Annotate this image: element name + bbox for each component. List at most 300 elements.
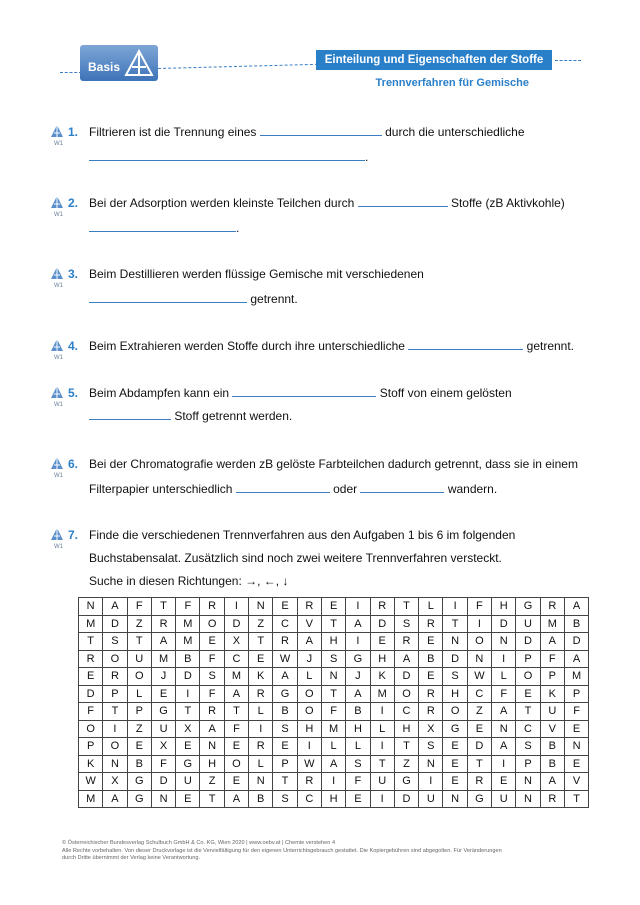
grid-cell[interactable]: U [176, 773, 200, 791]
grid-cell[interactable]: R [273, 633, 297, 651]
grid-cell[interactable]: B [540, 755, 564, 773]
grid-cell[interactable]: D [394, 668, 418, 686]
grid-cell[interactable]: L [321, 738, 345, 756]
grid-cell[interactable]: X [103, 773, 127, 791]
grid-cell[interactable]: F [540, 650, 564, 668]
grid-cell[interactable]: N [516, 790, 540, 808]
grid-cell[interactable]: T [249, 633, 273, 651]
grid-cell[interactable]: P [273, 755, 297, 773]
header-dash-left [60, 72, 82, 73]
grid-cell[interactable]: T [273, 773, 297, 791]
task-marker [50, 456, 66, 470]
grid-cell[interactable]: G [346, 650, 370, 668]
grid-cell[interactable]: E [321, 598, 345, 616]
grid-row [79, 773, 589, 791]
grid-cell[interactable]: O [467, 633, 491, 651]
grid-cell[interactable]: S [273, 790, 297, 808]
task-number: 4. [68, 339, 79, 353]
grid-cell[interactable]: I [346, 598, 370, 616]
grid-cell[interactable]: T [200, 790, 224, 808]
grid-cell[interactable]: R [419, 685, 443, 703]
grid-cell[interactable]: G [127, 773, 151, 791]
task-text: . [236, 221, 240, 235]
task-text: Bei der Chromatografie werden zB gelöste Farbteilchen dadurch getrennt, dass sie in einem [89, 457, 578, 471]
grid-cell[interactable]: S [346, 755, 370, 773]
grid-cell[interactable]: G [151, 703, 175, 721]
grid-cell[interactable]: J [346, 668, 370, 686]
grid-cell[interactable]: S [419, 738, 443, 756]
grid-cell[interactable]: N [516, 773, 540, 791]
grid-cell[interactable]: P [516, 650, 540, 668]
grid-cell[interactable]: N [419, 755, 443, 773]
grid-cell[interactable]: J [151, 668, 175, 686]
grid-cell[interactable]: Z [127, 615, 151, 633]
grid-cell[interactable]: E [176, 790, 200, 808]
grid-cell[interactable]: Z [127, 720, 151, 738]
grid-cell[interactable]: I [297, 738, 321, 756]
grid-cell[interactable]: E [151, 685, 175, 703]
grid-cell[interactable]: R [394, 633, 418, 651]
grid-cell[interactable]: M [224, 668, 248, 686]
grid-cell[interactable]: D [564, 633, 588, 651]
grid-cell[interactable]: N [492, 720, 516, 738]
grid-cell[interactable]: E [79, 668, 103, 686]
grid-cell[interactable]: V [564, 773, 588, 791]
grid-cell[interactable]: N [564, 738, 588, 756]
grid-cell[interactable]: W [467, 668, 491, 686]
answer-blank[interactable] [89, 221, 236, 232]
grid-cell[interactable]: A [151, 633, 175, 651]
grid-cell[interactable]: X [176, 720, 200, 738]
grid-cell[interactable]: S [273, 720, 297, 738]
answer-blank[interactable] [260, 125, 382, 136]
level-pyramid-icon [50, 195, 64, 209]
grid-cell[interactable]: R [249, 685, 273, 703]
grid-cell[interactable]: T [564, 790, 588, 808]
task-text-line [89, 292, 298, 306]
grid-row [79, 720, 589, 738]
grid-cell[interactable]: P [564, 685, 588, 703]
grid-cell[interactable]: E [564, 720, 588, 738]
grid-cell[interactable]: Z [200, 773, 224, 791]
grid-cell[interactable]: N [321, 668, 345, 686]
grid-cell[interactable]: I [103, 720, 127, 738]
grid-cell[interactable]: G [443, 720, 467, 738]
basis-badge [80, 45, 158, 81]
grid-cell[interactable]: R [540, 790, 564, 808]
grid-cell[interactable]: F [151, 755, 175, 773]
grid-cell[interactable]: M [564, 668, 588, 686]
task-number: 1. [68, 125, 79, 139]
grid-cell[interactable]: A [103, 598, 127, 616]
grid-cell[interactable]: K [249, 668, 273, 686]
grid-cell[interactable]: T [321, 615, 345, 633]
task-text: Stoff von einem gelösten [379, 386, 512, 400]
grid-cell[interactable]: T [224, 703, 248, 721]
grid-cell[interactable]: J [297, 650, 321, 668]
grid-cell[interactable]: U [492, 790, 516, 808]
grid-cell[interactable]: U [151, 720, 175, 738]
search-directions: Suche in diesen Richtungen: →, ←, ↓ [89, 574, 289, 588]
grid-cell[interactable]: R [200, 598, 224, 616]
task-text-line [89, 221, 239, 235]
grid-cell[interactable]: O [394, 685, 418, 703]
grid-cell[interactable]: E [419, 633, 443, 651]
grid-cell[interactable]: A [564, 598, 588, 616]
grid-cell[interactable]: E [419, 668, 443, 686]
grid-cell[interactable]: F [200, 685, 224, 703]
grid-cell[interactable]: O [103, 738, 127, 756]
grid-cell[interactable]: R [419, 703, 443, 721]
grid-cell[interactable]: D [176, 668, 200, 686]
grid-cell[interactable]: F [79, 703, 103, 721]
grid-cell[interactable]: I [370, 738, 394, 756]
grid-cell[interactable]: V [540, 720, 564, 738]
grid-cell[interactable]: P [79, 738, 103, 756]
grid-cell[interactable]: E [273, 738, 297, 756]
grid-cell[interactable]: O [127, 668, 151, 686]
grid-cell[interactable]: M [321, 720, 345, 738]
grid-cell[interactable]: V [297, 615, 321, 633]
grid-cell[interactable]: B [176, 650, 200, 668]
grid-cell[interactable]: Z [249, 615, 273, 633]
grid-cell[interactable]: G [467, 790, 491, 808]
task-marker [50, 266, 66, 280]
grid-cell[interactable]: E [443, 755, 467, 773]
grid-cell[interactable]: E [224, 738, 248, 756]
grid-cell[interactable]: E [249, 650, 273, 668]
grid-cell[interactable]: U [516, 615, 540, 633]
grid-cell[interactable]: Z [467, 703, 491, 721]
grid-cell[interactable]: S [321, 650, 345, 668]
grid-cell[interactable]: D [79, 685, 103, 703]
grid-cell[interactable]: C [516, 720, 540, 738]
grid-cell[interactable]: A [224, 790, 248, 808]
grid-cell[interactable]: A [273, 668, 297, 686]
grid-row [79, 685, 589, 703]
grid-cell[interactable]: M [79, 790, 103, 808]
grid-cell[interactable]: U [419, 790, 443, 808]
grid-cell[interactable]: P [127, 703, 151, 721]
grid-cell[interactable]: H [321, 790, 345, 808]
grid-cell[interactable]: M [176, 633, 200, 651]
grid-cell[interactable]: A [540, 633, 564, 651]
grid-cell[interactable]: E [176, 738, 200, 756]
task-text: Beim Extrahieren werden Stoffe durch ihre unterschiedliche [89, 339, 405, 353]
grid-cell[interactable]: F [321, 703, 345, 721]
grid-cell[interactable]: X [419, 720, 443, 738]
grid-cell[interactable]: A [394, 650, 418, 668]
level-pyramid-icon [50, 456, 64, 470]
grid-cell[interactable]: N [467, 650, 491, 668]
grid-cell[interactable]: U [370, 773, 394, 791]
grid-cell[interactable]: P [103, 685, 127, 703]
grid-cell[interactable]: B [127, 755, 151, 773]
grid-cell[interactable]: D [103, 615, 127, 633]
grid-cell[interactable]: L [297, 668, 321, 686]
answer-blank[interactable] [360, 482, 444, 493]
grid-cell[interactable]: R [103, 668, 127, 686]
grid-cell[interactable]: T [151, 598, 175, 616]
grid-cell[interactable]: A [346, 685, 370, 703]
grid-cell[interactable]: E [346, 790, 370, 808]
grid-cell[interactable]: L [492, 668, 516, 686]
grid-cell[interactable]: A [103, 790, 127, 808]
grid-cell[interactable]: O [224, 755, 248, 773]
level-label: W1 [54, 141, 63, 147]
grid-cell[interactable]: S [394, 615, 418, 633]
level-pyramid-icon [50, 266, 64, 280]
answer-blank[interactable] [89, 292, 247, 303]
grid-cell[interactable]: N [79, 598, 103, 616]
grid-cell[interactable]: H [346, 720, 370, 738]
grid-cell[interactable]: R [467, 773, 491, 791]
grid-cell[interactable]: B [540, 738, 564, 756]
grid-cell[interactable]: G [273, 685, 297, 703]
grid-cell[interactable]: F [467, 598, 491, 616]
grid-cell[interactable]: S [516, 738, 540, 756]
footer-copyright: © Österreichischer Bundesverlag Schulbuch GmbH & Co. KG, Wien 2020 | www.oebv.at | Chemie verstehen 4 [62, 840, 336, 846]
grid-cell[interactable]: T [467, 755, 491, 773]
grid-cell[interactable]: N [103, 755, 127, 773]
level-pyramid-icon [50, 124, 64, 138]
grid-cell[interactable]: H [394, 720, 418, 738]
grid-cell[interactable]: I [321, 773, 345, 791]
grid-cell[interactable]: E [564, 755, 588, 773]
grid-cell[interactable]: O [103, 650, 127, 668]
grid-cell[interactable]: M [540, 615, 564, 633]
grid-cell[interactable]: C [224, 650, 248, 668]
task-text-line [89, 125, 525, 139]
grid-cell[interactable]: D [443, 650, 467, 668]
grid-cell[interactable]: I [224, 598, 248, 616]
grid-cell[interactable]: K [370, 668, 394, 686]
grid-cell[interactable]: I [492, 755, 516, 773]
grid-cell[interactable]: L [370, 720, 394, 738]
answer-blank[interactable] [358, 196, 448, 207]
task-text-line [89, 196, 565, 210]
grid-cell[interactable]: O [443, 703, 467, 721]
grid-cell[interactable]: D [467, 738, 491, 756]
grid-cell[interactable]: D [370, 615, 394, 633]
level-pyramid-icon [50, 527, 64, 541]
grid-cell[interactable]: D [492, 615, 516, 633]
answer-blank[interactable] [232, 386, 376, 397]
grid-cell[interactable]: R [540, 598, 564, 616]
grid-cell[interactable]: R [370, 598, 394, 616]
answer-blank[interactable] [408, 339, 523, 350]
grid-cell[interactable]: B [273, 703, 297, 721]
grid-cell[interactable]: T [79, 633, 103, 651]
grid-cell[interactable]: C [394, 703, 418, 721]
grid-cell[interactable]: E [200, 633, 224, 651]
grid-cell[interactable]: F [492, 685, 516, 703]
grid-cell[interactable]: T [321, 685, 345, 703]
grid-cell[interactable]: I [346, 633, 370, 651]
grid-cell[interactable]: T [176, 703, 200, 721]
grid-cell[interactable]: G [516, 598, 540, 616]
grid-cell[interactable]: S [103, 633, 127, 651]
grid-cell[interactable]: A [200, 720, 224, 738]
grid-cell[interactable]: C [467, 685, 491, 703]
level-label: W1 [54, 355, 63, 361]
grid-cell[interactable]: N [249, 773, 273, 791]
grid-cell[interactable]: M [151, 650, 175, 668]
grid-cell[interactable]: B [346, 703, 370, 721]
task-text-line [89, 457, 578, 471]
task-text-line [89, 551, 502, 565]
grid-cell[interactable]: A [492, 738, 516, 756]
grid-cell[interactable]: Z [394, 755, 418, 773]
grid-cell[interactable]: A [224, 685, 248, 703]
grid-cell[interactable]: X [151, 738, 175, 756]
grid-cell[interactable]: I [443, 598, 467, 616]
grid-cell[interactable]: T [103, 703, 127, 721]
grid-cell[interactable]: M [79, 615, 103, 633]
grid-cell[interactable]: F [346, 773, 370, 791]
grid-cell[interactable]: N [200, 738, 224, 756]
grid-cell[interactable]: D [516, 633, 540, 651]
grid-cell[interactable]: O [297, 703, 321, 721]
grid-cell[interactable]: T [370, 755, 394, 773]
grid-cell[interactable]: R [297, 598, 321, 616]
grid-cell[interactable]: B [419, 650, 443, 668]
grid-cell[interactable]: R [200, 703, 224, 721]
header-dash-middle [158, 64, 318, 69]
grid-cell[interactable]: N [151, 790, 175, 808]
grid-cell[interactable]: L [346, 738, 370, 756]
grid-cell[interactable]: O [200, 615, 224, 633]
grid-cell[interactable]: M [370, 685, 394, 703]
grid-cell[interactable]: G [127, 790, 151, 808]
answer-blank[interactable] [236, 482, 330, 493]
grid-cell[interactable]: A [564, 650, 588, 668]
task-text: Beim Destillieren werden flüssige Gemische mit verschiedenen [89, 267, 424, 281]
grid-cell[interactable]: E [467, 720, 491, 738]
grid-cell[interactable]: F [564, 703, 588, 721]
task-text: . [365, 150, 369, 164]
grid-cell[interactable]: O [297, 685, 321, 703]
grid-cell[interactable]: G [176, 755, 200, 773]
grid-cell[interactable]: T [127, 633, 151, 651]
grid-cell[interactable]: I [467, 615, 491, 633]
grid-cell[interactable]: C [273, 615, 297, 633]
grid-cell[interactable]: H [297, 720, 321, 738]
task-number: 7. [68, 528, 79, 542]
grid-cell[interactable]: D [151, 773, 175, 791]
level-pyramid-icon [50, 338, 64, 352]
task-text: Beim Abdampfen kann ein [89, 386, 230, 400]
grid-cell[interactable]: N [443, 633, 467, 651]
grid-cell[interactable]: W [297, 755, 321, 773]
task-marker [50, 338, 66, 352]
grid-cell[interactable]: E [127, 738, 151, 756]
grid-cell[interactable]: A [492, 703, 516, 721]
grid-cell[interactable]: P [540, 668, 564, 686]
grid-cell[interactable]: T [394, 598, 418, 616]
grid-cell[interactable]: K [540, 685, 564, 703]
grid-cell[interactable]: E [516, 685, 540, 703]
grid-cell[interactable]: H [443, 685, 467, 703]
level-label: W1 [54, 544, 63, 550]
grid-cell[interactable]: E [492, 773, 516, 791]
grid-cell[interactable]: I [249, 720, 273, 738]
grid-cell[interactable]: L [127, 685, 151, 703]
answer-blank[interactable] [89, 409, 171, 420]
grid-cell[interactable]: S [443, 668, 467, 686]
grid-cell[interactable]: A [346, 615, 370, 633]
grid-cell[interactable]: B [249, 790, 273, 808]
footer-disclaimer: durch Dritte übernimmt der Verlag keine Verantwortung. [62, 855, 201, 862]
grid-cell[interactable]: I [419, 773, 443, 791]
grid-cell[interactable]: E [370, 633, 394, 651]
answer-blank[interactable] [89, 150, 365, 161]
grid-cell[interactable]: N [249, 598, 273, 616]
grid-cell[interactable]: O [79, 720, 103, 738]
grid-cell[interactable]: E [443, 738, 467, 756]
grid-cell[interactable]: D [394, 790, 418, 808]
grid-cell[interactable]: X [224, 633, 248, 651]
grid-cell[interactable]: T [443, 615, 467, 633]
grid-cell[interactable]: R [79, 650, 103, 668]
grid-cell[interactable]: H [321, 633, 345, 651]
grid-cell[interactable]: H [200, 755, 224, 773]
grid-cell[interactable]: C [297, 790, 321, 808]
grid-cell[interactable]: B [564, 615, 588, 633]
grid-cell[interactable]: L [249, 703, 273, 721]
grid-cell[interactable]: A [540, 773, 564, 791]
grid-cell[interactable]: H [492, 598, 516, 616]
grid-cell[interactable]: U [540, 703, 564, 721]
grid-cell[interactable]: G [394, 773, 418, 791]
grid-cell[interactable]: T [516, 703, 540, 721]
grid-cell[interactable]: R [151, 615, 175, 633]
grid-cell[interactable]: E [273, 598, 297, 616]
grid-cell[interactable]: R [249, 738, 273, 756]
grid-cell[interactable]: F [127, 598, 151, 616]
grid-cell[interactable]: E [443, 773, 467, 791]
grid-cell[interactable]: S [200, 668, 224, 686]
grid-cell[interactable]: P [516, 755, 540, 773]
grid-cell[interactable]: W [273, 650, 297, 668]
grid-cell[interactable]: I [492, 650, 516, 668]
grid-cell[interactable]: L [419, 598, 443, 616]
grid-cell[interactable]: W [79, 773, 103, 791]
grid-cell[interactable]: I [370, 790, 394, 808]
grid-cell[interactable]: I [370, 703, 394, 721]
grid-cell[interactable]: R [297, 773, 321, 791]
grid-cell[interactable]: D [224, 615, 248, 633]
grid-cell[interactable]: M [176, 615, 200, 633]
grid-cell[interactable]: A [321, 755, 345, 773]
grid-cell[interactable]: N [492, 633, 516, 651]
grid-cell[interactable]: O [516, 668, 540, 686]
grid-cell[interactable]: K [79, 755, 103, 773]
grid-cell[interactable]: F [200, 650, 224, 668]
grid-cell[interactable]: A [297, 633, 321, 651]
grid-cell[interactable]: T [394, 738, 418, 756]
grid-cell[interactable]: F [224, 720, 248, 738]
grid-cell[interactable]: L [249, 755, 273, 773]
grid-cell[interactable]: H [370, 650, 394, 668]
grid-cell[interactable]: N [443, 790, 467, 808]
grid-row [79, 703, 589, 721]
grid-cell[interactable]: U [127, 650, 151, 668]
grid-cell[interactable]: E [224, 773, 248, 791]
grid-cell[interactable]: I [176, 685, 200, 703]
grid-cell[interactable]: F [176, 598, 200, 616]
grid-cell[interactable]: R [419, 615, 443, 633]
